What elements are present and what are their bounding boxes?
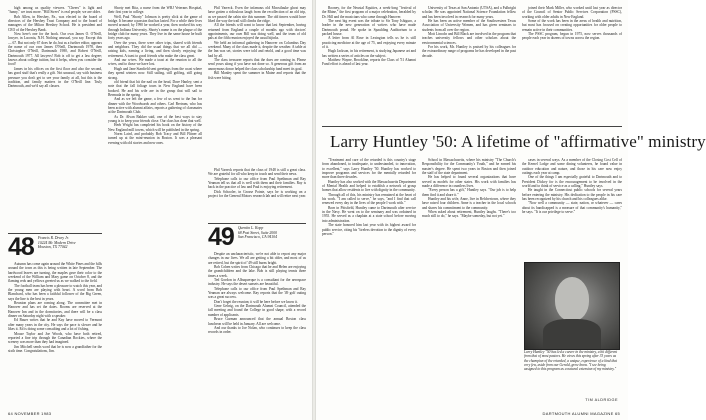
- paragraph: Phil Varreck reports that the class of 1948 is still a great class. We are grateful for all who keep in touch and send their news.: [208, 168, 306, 177]
- paragraph: joined their Mark Miller, who worked until last year as director of the Council of Senior Public Services Corporation (PSSC), working with older adults in New England.: [522, 6, 622, 19]
- paragraph: We held an informal gathering in Hanover on Columbus Day weekend. Many of the class made it, despite the weather. A table at the Inn was set, stories were told and retold, and a good time was had by all.: [208, 40, 306, 58]
- paragraph: Now here's one for the book. Our own James O. O'Neill, lawyer, in Laconia, N.H. Nothing unusual, you say. Except this — 67. But not only 67 does he do, but as a further editor, appears the name of our own James O'Neill, Dartmouth 1978, then Christopher O'Neill, Dartmouth 1980, and Robert O'Neill, Dartmouth 1977. All lawyers! Bob is off to get a law degree; knows about college tuition, but it helps, when you consider the food!: [8, 32, 102, 67]
- paragraph: The next big event was the tribute to Sir Tony Ishiguro, a leader in the new generation of writers who have made Dartmouth proud. He spoke in Spaulding Auditorium to a packed house.: [322, 19, 416, 37]
- paragraph: Hugh Jackson, in his retirement, is studying Japanese art and has written a series of articles on the subject.: [322, 49, 416, 58]
- paragraph: Telephone calls to our office from Paul Spethman and Ray Yeaman tell us that all is well with them and their families. Ray is back in the practice of law and Paul is enjoying retirement.: [208, 176, 306, 190]
- paragraph: Over the years, there were other trips, shared with friends and neighbors. They did the usual things that we all did — raising kids, earning a living, and then slowly enjoying the retirement. A toast to good friends who make the class great.: [108, 40, 202, 58]
- paragraph: School in Massachusetts, where his ministry "The Church's Responsibility for the Community's Youth," and he earned his master's degree. He spent two years in Boston and then joined the staff of the state department.: [422, 158, 516, 176]
- paragraph: Some of the work has been in the areas of health and nutrition, but most has focused on creating opportunities for older people to remain active in their communities.: [522, 19, 622, 32]
- paragraph: And our thanks to Joe Nolan, who continues to keep the class records in order.: [208, 325, 306, 335]
- paragraph: Huntley has also worked with the Massachusetts Department of Mental Health and helped to establish a network of group homes that allow residents to live with dignity in the community.: [322, 179, 416, 193]
- headline-rule: [322, 126, 622, 127]
- class-secretary-name: Quentin L. Kopp: [237, 226, 264, 230]
- paragraph: "Now well a community — state, nation, or whatever — cares about its handicapped is a measure of that community's humanity," he says. "It is our privilege to serve.": [522, 201, 622, 215]
- paragraph: Reunion plans are coming along. The committee met in Hanover and has set the dates. Rooms are reserved at the Hanover Inn and in the dormitories, and there will be a class dinner on Saturday night with a speaker.: [8, 301, 102, 319]
- paragraph: He has been an active member of the Southwestern Texas Association of University Women, and has given seminars to students from all over the region.: [422, 19, 516, 32]
- paragraph: Telephone calls to our office from Paul Spethman and Ray Yeaman are always welcome. Ray reports that the '49 golf outing was a great success.: [208, 286, 306, 300]
- paragraph: He taught in the Connecticut public schools for several years before entering the ministry. His dedication to the people in his care has been recognized by his church and his colleagues alike.: [522, 188, 622, 202]
- paragraph: Shorty met Rita, a nurse from the WRJ Veterans Hospital, their first year in college.: [108, 6, 202, 15]
- paragraph: And as we left the game, a few of us went to the Inn for dinner with the Woodwards and others. Carl Bertram, who has been active with alumni affairs, reports a gathering of classmates at the Dartmouth Club.: [108, 97, 202, 115]
- page-footer-right: DARTMOUTH ALUMNI MAGAZINE 65: [542, 411, 620, 416]
- page-footer-left: 64 NOVEMBER 1983: [8, 411, 52, 416]
- left-column-3: [208, 6, 306, 166]
- paragraph: A letter from Al Rose in Lexington tells us he is still practicing medicine at the age of 75, and enjoying every minute of it.: [322, 36, 416, 50]
- photo-caption: Larry Huntley "50 has led a career in the ministry, a bit different from that of most pastors. He views this spring after 33 years as the champion of the retarded, a unique, experience of a kind that very few, aside from our Gerald, grew know. "I see being assigned to this program as a natural extension of my ministry.": [524, 350, 618, 372]
- paragraph: Ed Bauer writes that he and Kay have moved to Vermont after many years in the city. He says the pace is slower and he likes it. Ed is doing some consulting and a lot of fishing.: [8, 318, 102, 332]
- article-column-1: [322, 158, 416, 398]
- right-column-2: [422, 6, 516, 122]
- paragraph: Gene Gehrig, on the Dartmouth Alumni Council, attended the fall meeting and found the College in good shape, with a record number of applicants.: [208, 304, 306, 317]
- paragraph: Huntley and his wife, Anne, live in Belchertown, where they have raised four children. Anne is a teacher in the local schools and shares his commitment to the community.: [422, 197, 516, 210]
- portrait-photo: [524, 262, 620, 350]
- paragraph: The PSSC program, begun in 1975, now serves thousands of people each year in dozens of towns across the region.: [522, 32, 622, 41]
- paragraph: Well, Paul "Shorty" Johnson is pretty slick at the game of bridge. It became a passion that has lasted. For a while their lives moved around; by 1990 he worked a year, then worked his way through Indiana University. Shorty's name is on the plaque of the bridge club for many years. They live in the same house he built forty years ago.: [108, 14, 202, 41]
- right-column-3: [522, 6, 622, 122]
- paragraph: The football team has been a pleasure to watch this year, and the young men are playing with heart. A word from Bob Blanchard, who has been a faithful follower of the Big Green, says the line is the best in years.: [8, 283, 102, 301]
- paragraph: Bruce Garman announced that the annual Boston class luncheon will be held in January. All are welcome.: [208, 317, 306, 326]
- paragraph: As Dr. Alvan Bakker said, one of the best ways to stay young is to keep your friends close. Our class has done that well.: [108, 114, 202, 123]
- paragraph: The class treasurer reports that the dues are coming in. Please send yours along if you have not done so. A generous gift from an anonymous donor helped the class scholarship fund meet its goal.: [208, 58, 306, 71]
- article-column-2: [422, 158, 516, 398]
- paragraph: Autumn has come again around the White Pines and the hills around the town as this is being written in late September. The hardwood leaves are turning, the maples gave their color to the weekend of the William and Mary game on October 8, and the flaming reds and yellows greeted us as we walked to the field.: [8, 262, 102, 284]
- paragraph: Don't forget the reunion; it will be here before we know it.: [214, 299, 299, 304]
- paragraph: Mott Lincoln and Bill Black are involved in the program that teaches university fellows and other scholars about the environmental sciences.: [422, 32, 516, 45]
- paragraph: old friend that hit the nail on the head, Dave Hanley, sent a note that the fall foliage tours in New England have been booked. He and his wife are in the group that will sail to Bermuda in the spring.: [108, 79, 202, 97]
- paragraph: Ted Gordon in Albuquerque is a consultant for the aerospace industry. He says the desert sunsets are beautiful.: [208, 278, 306, 287]
- paragraph: Rooney, for the Neustal Equities, a week-long "festival of the Rhine," the first program of a major celebration, heralded by Dr. Hill and the musicians who came through Hanover.: [322, 6, 416, 19]
- paragraph: Born in Pittsfield, Huntley came to Dartmouth after service in the Navy. He went on to the seminary and was ordained in 1955. He served as a chaplain at a state school before moving into administration.: [322, 205, 416, 223]
- portrait-shoulders: [543, 319, 601, 349]
- divider: [208, 223, 306, 224]
- divider: [8, 233, 102, 234]
- left-column-1b: [8, 262, 102, 408]
- class-secretary-address: 68 Post Street, Suite 2000: [237, 230, 278, 235]
- paragraph: The state honored him last year with its highest award for public service, citing his "tireless devotion to the dignity of every person.": [322, 223, 416, 236]
- class-secretary-city: San Francisco, CA 94104: [237, 235, 277, 240]
- paragraph: University of Texas at San Antonio (UTSA), and a Fulbright scholar. He was appointed National Science Foundation fellow and has been involved in research for many years.: [422, 6, 516, 19]
- class-number: 49: [208, 223, 234, 251]
- article-column-3: [522, 158, 622, 256]
- paragraph: Hugh and Jane Stanfield sent greetings from the coast where they spend winters now. Still sailing, still golfing, still going strong.: [108, 66, 202, 80]
- paragraph: All the friends will want to know that last September, having returned from England a couple of months ago with doctors' appointments, our own Bill was doing well, and the team of old pals at the fifth reunion enjoyed the usual hijinks.: [208, 23, 306, 41]
- paragraph: Bob Allen, in Hershey, Pa., was elected to the board of directors of the Hershey Trust Company and to the board of managers of the Milton Hershey School. He is president and CEO of the Hershey Bank.: [8, 14, 102, 32]
- paragraph: He has helped to found several organizations that have served as models for other states. His work with families has made a difference in countless lives.: [422, 175, 516, 189]
- paragraph: Mouse Taylor and Joe Woods, who have both retired, reported a fine trip through the Canadian Rockies, where the scenery was more than they had imagined.: [8, 331, 102, 345]
- paragraph: Bob Cohen writes from Chicago that he and Helen are enjoying the grandchildren and the lake. Bob is still playing tennis three times a week.: [208, 265, 306, 278]
- paragraph: Through all of this, his ministry has remained at the heart of his work. "I am called to serve," he says, "and I find that call renewed every day in the lives of the people I work with.": [322, 192, 416, 206]
- paragraph: Jim Mitchell sends word that he is now a grandfather for the sixth time. Congratulations, Jim.: [8, 344, 102, 353]
- paragraph: Bill Manley spent the summer in Maine and reports that the fish were biting.: [208, 71, 306, 80]
- left-page: [0, 0, 312, 420]
- paragraph: cases in several ways. As a member of the Closing Cost Cell of the Kernel Lodge and some dining volunteers, he found value in outdoor education and nature, and those in his care now enjoy outings each year at camp.: [522, 158, 622, 176]
- paragraph: James in his offices on the first floor and also the second, has good stuff that's really a gift. Not unusual, say with business pressure you don't get to see your family at all, but this is the tradition, and family matters in the O'Neill line. Truly Dartmouth, and we'd say all classes.: [8, 66, 102, 89]
- paragraph: For his work, Mr. Huntley is praised by his colleagues for the extraordinary range of programs he has developed in the past decade.: [422, 45, 516, 58]
- article-byline: TIM ALDRIDGE: [585, 398, 618, 402]
- class-secretary-address: 10224 Mc Modern Drive: [37, 240, 76, 245]
- left-column-1: [8, 6, 102, 231]
- paragraph: When asked about retirement, Huntley laughs. "There's too much still to do," he says. "Maybe someday, but not yet.": [422, 210, 516, 219]
- right-column-1: [322, 6, 416, 122]
- left-column-2: [108, 6, 202, 418]
- paragraph: One of the things I am especially grateful to Dartmouth and to President Dickey for is the encouragement to be involved in the world and to think of service as a calling," Huntley says.: [522, 175, 622, 189]
- paragraph: And our wives. We made a toast at the reunion to all the wives, and to those we have lost.: [108, 58, 202, 67]
- left-column-3c: [208, 252, 306, 408]
- class-48-heading: [8, 233, 102, 261]
- article-headline: Larry Huntley '50: A lifetime of "affirmative" ministry: [330, 132, 706, 151]
- class-number: 48: [8, 233, 34, 261]
- paragraph: Dick Schooler, in Grosse Pointe, says he is working on a project for the General Motors research lab and will retire next year.: [208, 189, 306, 199]
- class-49-heading: [208, 223, 306, 251]
- paragraph: Herb Wright has completed his book on the history of the New England mill towns, which will be published in the spring.: [108, 123, 202, 132]
- paragraph: Phil Varreck. Even the infamous old Moosilauke ghost may have gotten a ridiculous laugh from the recollection of an old trip, as we passed the cabin site this summer. The old timers would have liked the way the trail still climbs the ridge.: [208, 6, 306, 24]
- class-secretary-city: Houston, TX 77042: [37, 245, 68, 250]
- paragraph: Matthew Wayne, Brookline, reports the Class of '51 Alumni Fund effort is ahead of last year.: [322, 58, 416, 67]
- paragraph: high among us quality viewers. "Cheers" is light and "funny," we trust more. "Hill Street" is real people; we are older.: [8, 6, 102, 15]
- paragraph: Norm Laird, and probably Bob Tracy and Bill Flitner all turned up at the mini-reunion in Boston. It was a pleasant evening with old stories and new ones.: [108, 131, 202, 145]
- left-column-3b: [208, 168, 306, 220]
- class-secretary-name: Francis R. Drury Jr.: [37, 236, 69, 240]
- paragraph: Despite an uncharacteristic, we're not able to report any major changes in our lives. We all are getting a bit older, and most of us are retired, but the spirit of '49 still burns bright.: [208, 252, 306, 265]
- paragraph: "Treatment and care of the retarded is this country's stage from abandoned, to inadequate, to understanded, to innovation, to excellent," says Larry Huntley '50. Huntley has worked to improve programs and services for the mentally retarded for more than three decades.: [322, 158, 416, 180]
- portrait-face: [555, 277, 589, 321]
- paragraph: "Every person has a gift," Huntley says. "Our job is to help them find it and share it.": [422, 188, 516, 197]
